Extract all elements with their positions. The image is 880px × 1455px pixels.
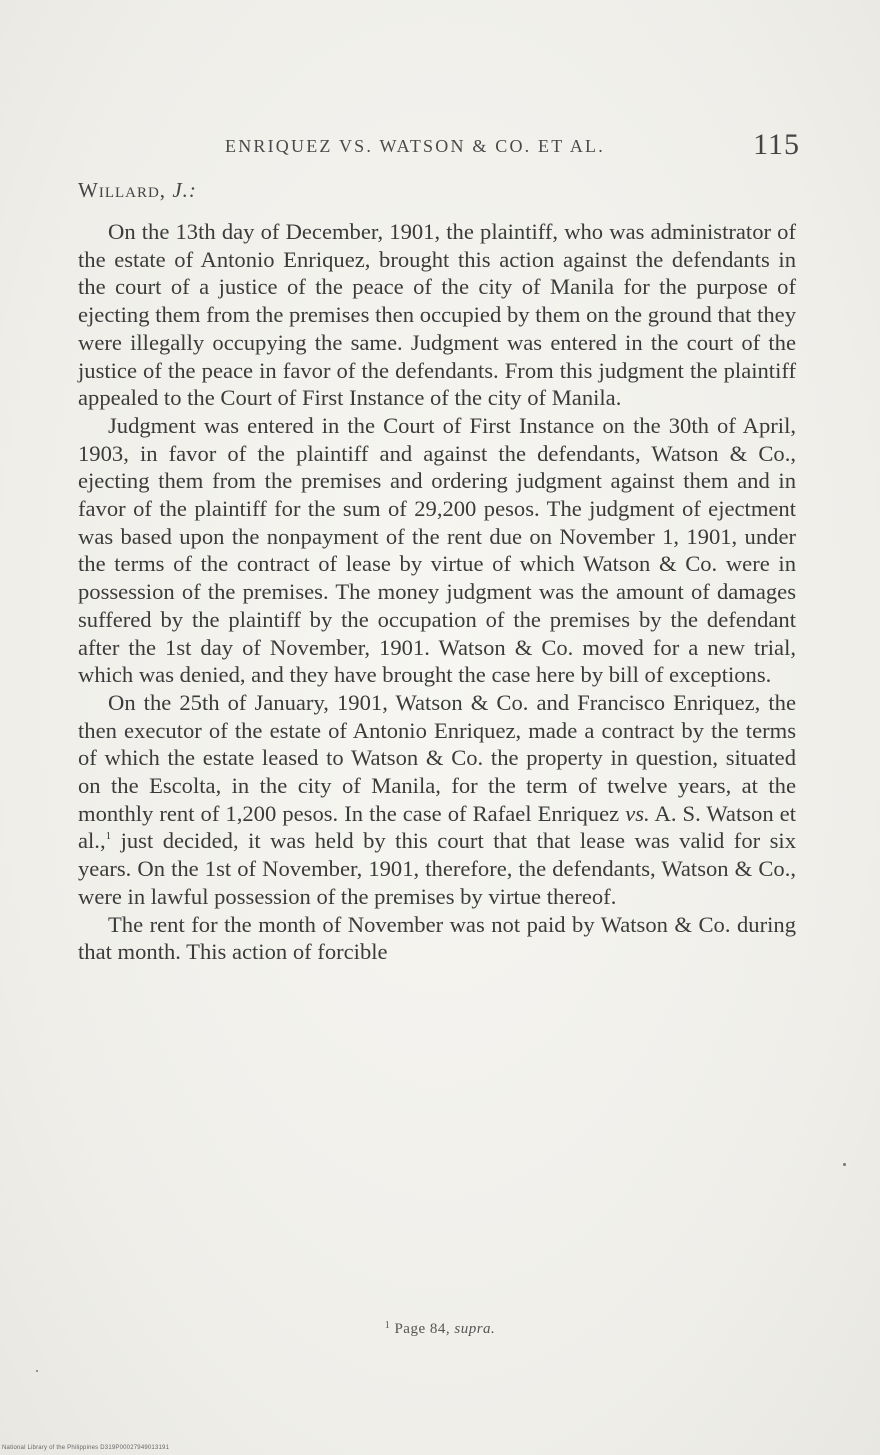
paragraph-1: On the 13th day of December, 1901, the plaintiff, who was administrator of the estate of Antonio Enriquez, brought this action against the defendants in the court of a justice of the peace of the city of Manila for the purpose of ejecting them from the premises then occupied by them on the ground that they were illegally occupying the same. Judgment was entered in the court of the justice of the peace in favor of the defendants. From this judgment the plaintiff appealed to the Court of First Instance of the city of Manila. xyxy=(78,219,796,411)
paragraph-4: The rent for the month of November was not paid by Watson & Co. during that month. This action of forcible xyxy=(78,911,796,965)
footnote-mark: 1 xyxy=(384,1320,391,1331)
running-title: ENRIQUEZ VS. WATSON & CO. ET AL. xyxy=(225,136,605,156)
scan-speck xyxy=(843,1163,846,1166)
opinion-author xyxy=(78,178,197,203)
footnote-supra: supra. xyxy=(454,1321,496,1337)
page-number: 115 xyxy=(753,128,800,161)
versus-abbrev: vs. xyxy=(625,800,650,826)
paragraph-3-part-3: just decided, it was held by this court that that lease was valid for six years. On the 1st of November, 1901, therefore, the defendants, Watson & Co., were in lawful possession of the premises by virtue thereof. xyxy=(78,828,796,909)
footnote-text: Page 84, xyxy=(394,1321,451,1337)
opinion-body xyxy=(78,218,796,966)
paragraph-3-part-1: On the 25th of January, 1901, Watson & Co. and Francisco Enriquez, the then executor of the estate of Antonio Enriquez, made a contract by the terms of which the estate leased to Watson & Co. the property in question, situated on the Escolta, in the city of Manila, for the term of twelve years, at the monthly rent of 1,200 pesos. In the case of Rafael Enriquez xyxy=(78,689,796,826)
footnote xyxy=(0,1320,880,1338)
paragraph-3-part-2: A. S. Watson et al., xyxy=(78,800,796,854)
footnote-reference[interactable]: 1 xyxy=(105,830,112,843)
paragraph-3 xyxy=(78,689,796,911)
scan-label: National Library of the Philippines D319P00027949013191 xyxy=(2,1445,170,1451)
paragraph-2: Judgment was entered in the Court of First Instance on the 30th of April, 1903, in favor of the plaintiff and against the defendants, Watson & Co., ejecting them from the premises and ordering judgment against them and in favor of the plaintiff for the sum of 29,200 pesos. The judgment of ejectment was based upon the nonpayment of the rent due on November 1, 1901, under the terms of the contract of lease by virtue of which Watson & Co. were in possession of the premises. The money judgment was the amount of damages suffered by the plaintiff by the occupation of the premises by the defendant after the 1st day of November, 1901. Watson & Co. moved for a new trial, which was denied, and they have brought the case here by bill of exceptions. xyxy=(78,412,796,688)
running-head xyxy=(225,128,800,168)
author-title: J.: xyxy=(172,178,197,202)
author-name: Willard, xyxy=(78,178,167,202)
scan-speck xyxy=(36,1370,38,1372)
